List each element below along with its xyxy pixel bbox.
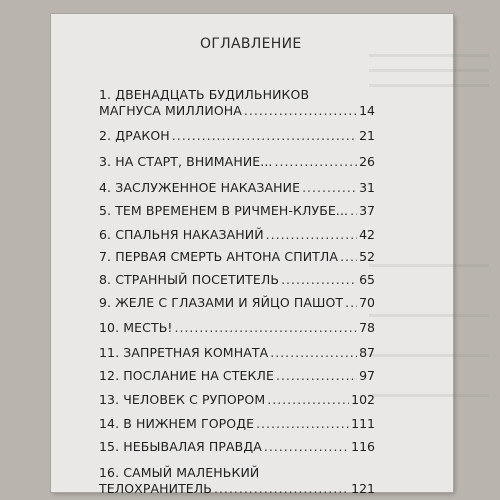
toc-entry-page: 70: [359, 295, 375, 310]
toc-entry-title: 13. ЧЕЛОВЕК С РУПОРОМ: [99, 392, 266, 407]
toc-entry[interactable]: [99, 439, 375, 455]
toc-entry-title: 10. МЕСТЬ!: [99, 320, 173, 335]
toc-entry-title: 3. НА СТАРТ, ВНИМАНИЕ...: [99, 154, 273, 169]
toc-entry-page: 78: [359, 320, 375, 335]
toc-entry-title: 6. СПАЛЬНЯ НАКАЗАНИЙ: [99, 227, 264, 242]
toc-heading: ОГЛАВЛЕНИЕ: [200, 36, 302, 52]
toc-entry[interactable]: [99, 154, 375, 170]
toc-entry[interactable]: [99, 227, 375, 243]
dot-leader: [172, 128, 357, 144]
toc-entry[interactable]: [99, 180, 375, 196]
toc-entry[interactable]: [99, 465, 375, 497]
book-page: [51, 14, 453, 496]
toc-entry-page: 26: [359, 154, 375, 169]
dot-leader: [214, 481, 349, 497]
toc-entry[interactable]: [99, 392, 375, 408]
toc-entry-page: 111: [351, 416, 375, 431]
toc-entry-continuation: ТЕЛОХРАНИТЕЛЬ: [99, 481, 212, 496]
dot-leader: [340, 249, 357, 265]
toc-entry-page: 42: [359, 227, 375, 242]
toc-entry-continuation: МАГНУСА МИЛЛИОНА: [99, 103, 242, 118]
toc-entry[interactable]: [99, 416, 375, 432]
toc-entry-title: 8. СТРАННЫЙ ПОСЕТИТЕЛЬ: [99, 272, 280, 287]
toc-entry[interactable]: [99, 203, 375, 219]
dot-leader: [345, 295, 357, 311]
show-through-mark: [369, 84, 489, 87]
dot-leader: [256, 416, 349, 432]
show-through-mark: [369, 54, 489, 57]
toc-entry[interactable]: [99, 345, 375, 361]
toc-entry-page: 121: [351, 481, 375, 496]
toc-entry[interactable]: [99, 295, 375, 311]
toc-entry[interactable]: [99, 320, 375, 336]
toc-entry-page: 21: [359, 128, 375, 143]
toc-entry[interactable]: [99, 272, 375, 288]
toc-entry-title: 15. НЕБЫВАЛАЯ ПРАВДА: [99, 439, 262, 454]
show-through-mark: [369, 264, 489, 267]
toc-entry-title: 16. САМЫЙ МАЛЕНЬКИЙ: [99, 465, 260, 480]
show-through-mark: [369, 314, 489, 317]
dot-leader: [267, 392, 349, 408]
toc-entry[interactable]: [99, 128, 375, 144]
dot-leader: [350, 203, 357, 219]
toc-entry[interactable]: [99, 87, 375, 119]
toc-entry-title: 5. ТЕМ ВРЕМЕНЕМ В РИЧМЕН-КЛУБЕ...: [99, 203, 349, 218]
dot-leader: [281, 272, 357, 288]
toc-entry-page: 87: [359, 345, 375, 360]
toc-entry-page: 116: [351, 439, 375, 454]
dot-leader: [175, 320, 358, 336]
dot-leader: [266, 227, 357, 243]
toc-entry-title: 11. ЗАПРЕТНАЯ КОМНАТА: [99, 345, 269, 360]
toc-entry-title: 7. ПЕРВАЯ СМЕРТЬ АНТОНА СПИТЛА: [99, 249, 339, 264]
toc-entry-title: 12. ПОСЛАНИЕ НА СТЕКЛЕ: [99, 368, 274, 383]
toc-entry-page: 65: [359, 272, 375, 287]
toc-entry-title: 1. ДВЕНАДЦАТЬ БУДИЛЬНИКОВ: [99, 87, 310, 102]
toc-entry-page: 102: [351, 392, 375, 407]
dot-leader: [302, 180, 357, 196]
show-through-mark: [369, 69, 489, 72]
dot-leader: [276, 368, 357, 384]
toc-entry-title: 2. ДРАКОН: [99, 128, 170, 143]
toc-entry-page: 52: [359, 249, 375, 264]
show-through-mark: [369, 354, 489, 357]
toc-entry[interactable]: [99, 368, 375, 384]
toc-entry-title: 14. В НИЖНЕМ ГОРОДЕ: [99, 416, 255, 431]
dot-leader: [264, 439, 349, 455]
toc-entry-title: 4. ЗАСЛУЖЕННОЕ НАКАЗАНИЕ: [99, 180, 301, 195]
toc-entry-page: 37: [359, 203, 375, 218]
show-through-mark: [369, 394, 489, 397]
toc-entry-page: 31: [359, 180, 375, 195]
toc-entry-page: 97: [359, 368, 375, 383]
dot-leader: [275, 154, 358, 170]
toc-entry-title: 9. ЖЕЛЕ С ГЛАЗАМИ И ЯЙЦО ПАШОТ: [99, 295, 344, 310]
toc-entry-page: 14: [359, 103, 375, 118]
dot-leader: [244, 103, 357, 119]
toc-entry[interactable]: [99, 249, 375, 265]
dot-leader: [270, 345, 357, 361]
